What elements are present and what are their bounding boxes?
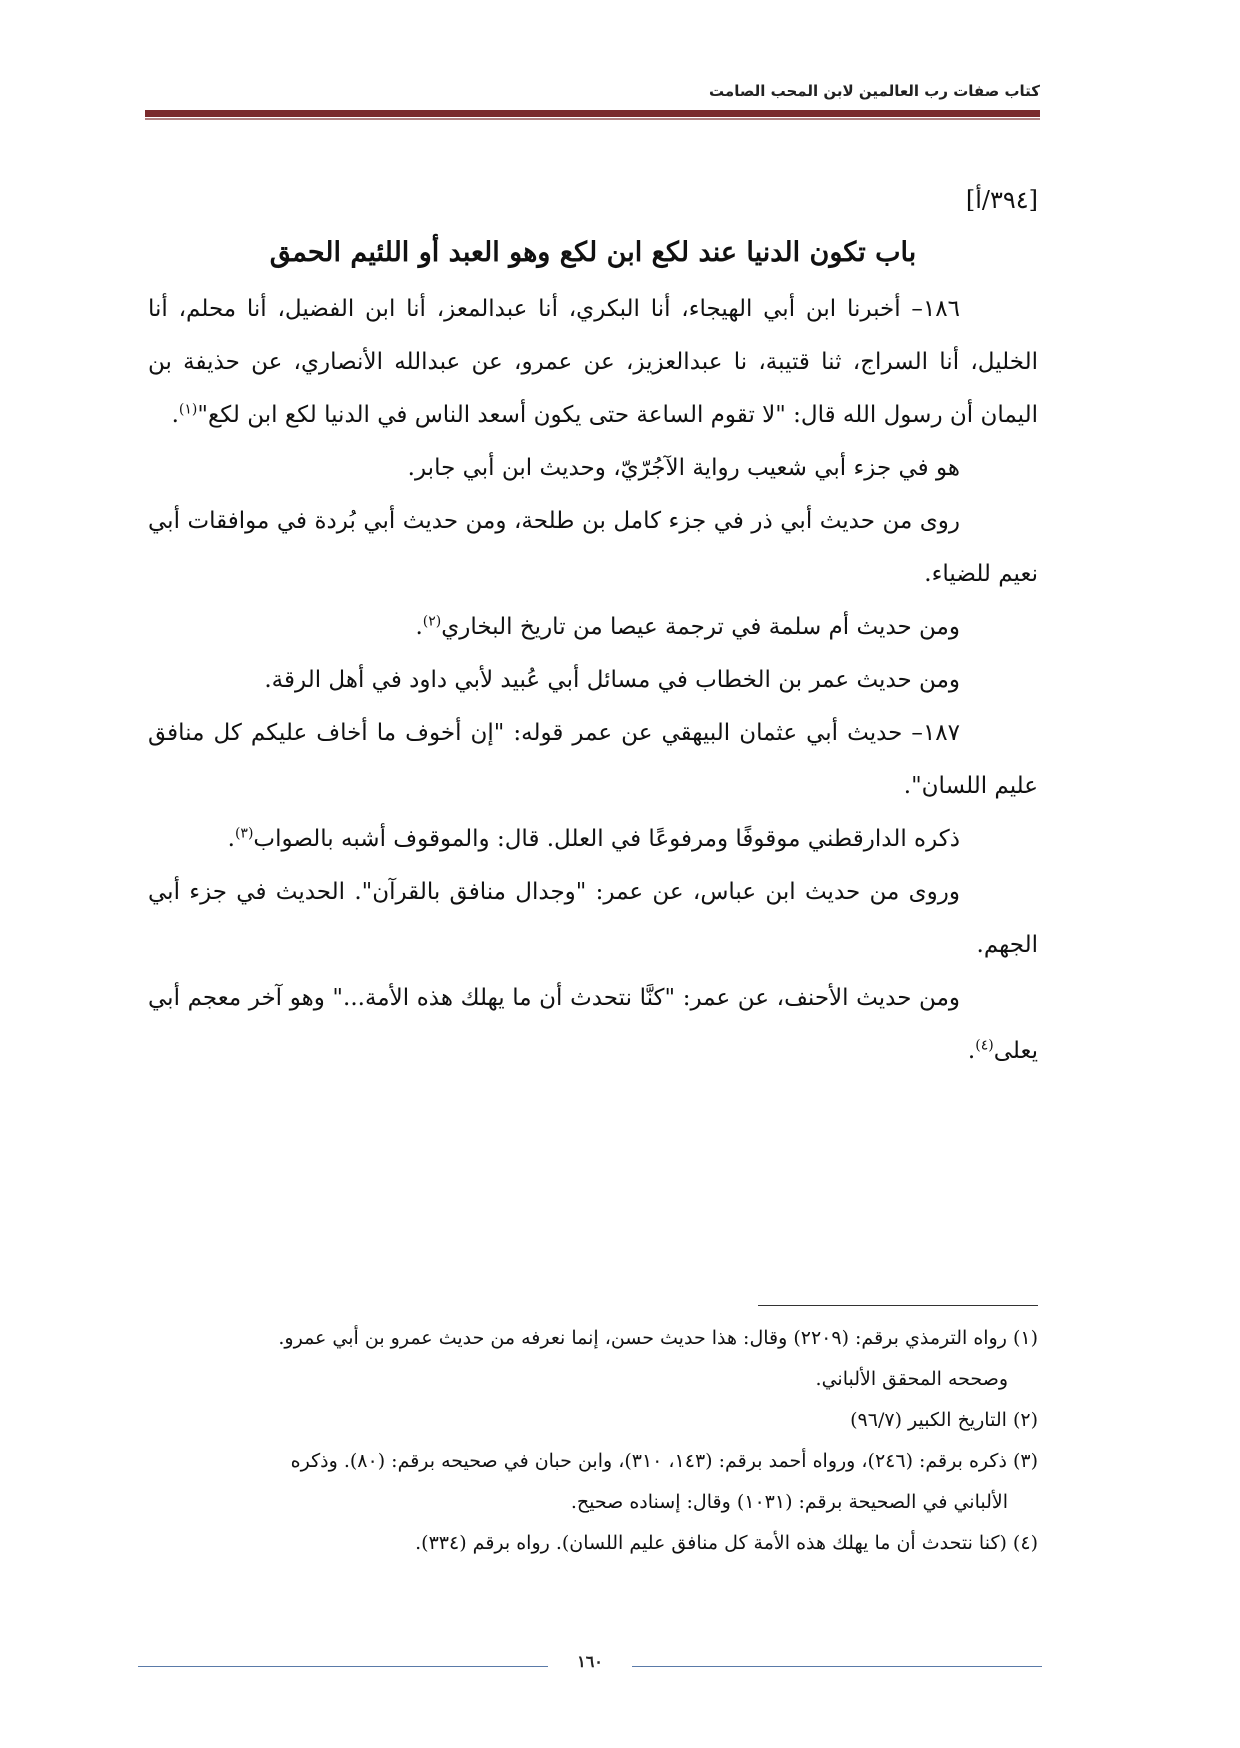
footnote-ref[interactable]: (٤) bbox=[975, 1037, 994, 1054]
main-text bbox=[148, 175, 1038, 1078]
running-header-title: كتاب صفات رب العالمين لابن المحب الصامت bbox=[709, 82, 1040, 100]
paragraph-text: ذكره الدارقطني موقوفًا ومرفوعًا في العلل. قال: والموقوف أشبه بالصواب bbox=[253, 826, 960, 852]
chapter-title: باب تكون الدنيا عند لكع ابن لكع وهو العبد أو اللئيم الحمق bbox=[269, 237, 917, 268]
hadith-paragraph bbox=[148, 283, 1038, 442]
paragraph-text: هو في جزء أبي شعيب رواية الآجُرّيّ، وحديث ابن أبي جابر. bbox=[407, 455, 960, 481]
footnote: (١) رواه الترمذي برقم: (٢٢٠٩) وقال: هذا حديث حسن، إنما نعرفه من حديث عمرو بن أبي عمرو. bbox=[278, 1327, 1038, 1349]
footnote: (٢) التاريخ الكبير (٩٦/٧) bbox=[850, 1409, 1038, 1431]
footnote-continuation: وصححه المحقق الألباني. bbox=[815, 1368, 1008, 1390]
header-rule-thin bbox=[145, 118, 1040, 120]
paragraph-text: روى من حديث أبي ذر في جزء كامل بن طلحة، ومن حديث أبي بُردة في موافقات أبي نعيم للضياء. bbox=[148, 508, 1038, 587]
footer-rule-right bbox=[632, 1666, 1042, 1667]
footnote: (٣) ذكره برقم: (٢٤٦)، ورواه أحمد برقم: (١٤٣، ٣١٠)، وابن حبان في صحيحه برقم: (٨٠). وذكره bbox=[290, 1450, 1038, 1472]
footnotes bbox=[148, 1318, 1038, 1564]
paragraph-text: ومن حديث الأحنف، عن عمر: "كنَّا نتحدث أن ما يهلك هذه الأمة..." وهو آخر معجم أبي يعلى bbox=[148, 985, 1038, 1064]
footnote-ref[interactable]: (١) bbox=[178, 401, 198, 418]
footer-rule-left bbox=[138, 1666, 548, 1667]
footnote-ref[interactable]: (٣) bbox=[234, 825, 254, 842]
commentary-paragraph bbox=[148, 972, 1038, 1078]
commentary-paragraph bbox=[148, 495, 1038, 601]
commentary-paragraph bbox=[148, 601, 1038, 654]
commentary-paragraph bbox=[148, 442, 1038, 495]
paragraph-text: ومن حديث أم سلمة في ترجمة عيصا من تاريخ البخاري bbox=[441, 614, 960, 640]
footnote-continuation: الألباني في الصحيحة برقم: (١٠٣١) وقال: إسناده صحيح. bbox=[570, 1491, 1008, 1513]
footnote-ref[interactable]: (٢) bbox=[422, 613, 442, 630]
header-rule bbox=[145, 110, 1040, 117]
paragraph-end: . bbox=[171, 402, 179, 428]
page-number: ١٦٠ bbox=[577, 1652, 603, 1671]
paragraph-text: ومن حديث عمر بن الخطاب في مسائل أبي عُبيد لأبي داود في أهل الرقة. bbox=[264, 667, 960, 693]
commentary-paragraph bbox=[148, 866, 1038, 972]
paragraph-text: ١٨٧– حديث أبي عثمان البيهقي عن عمر قوله: "إن أخوف ما أخاف عليكم كل منافق عليم اللسان". bbox=[148, 720, 1038, 799]
paragraph-end: . bbox=[967, 1038, 976, 1064]
hadith-paragraph bbox=[148, 707, 1038, 813]
paragraph-end: . bbox=[227, 826, 235, 852]
paragraph-end: . bbox=[415, 614, 423, 640]
footnote-separator bbox=[758, 1305, 1038, 1306]
commentary-paragraph bbox=[148, 813, 1038, 866]
paragraph-text: وروى من حديث ابن عباس، عن عمر: "وجدال منافق بالقرآن". الحديث في جزء أبي الجهم. bbox=[148, 879, 1038, 958]
manuscript-folio-marker: [٣٩٤/أ] bbox=[965, 186, 1038, 214]
commentary-paragraph bbox=[148, 654, 1038, 707]
footnote: (٤) (كنا نتحدث أن ما يهلك هذه الأمة كل منافق عليم اللسان). رواه برقم (٣٣٤). bbox=[415, 1532, 1038, 1554]
paragraph-text: ١٨٦– أخبرنا ابن أبي الهيجاء، أنا البكري، أنا عبدالمعز، أنا ابن الفضيل، أنا محلم، أنا الخليل، أنا السراج، ثنا قتيبة، نا عبدالعزيز، عن عمرو، عن عبدالله الأنصاري، عن حذيفة بن اليمان أن رسول الله قال: "لا تقوم الساعة حتى يكون أسعد الناس في الدنيا لكع ابن لكع" bbox=[148, 296, 1038, 428]
